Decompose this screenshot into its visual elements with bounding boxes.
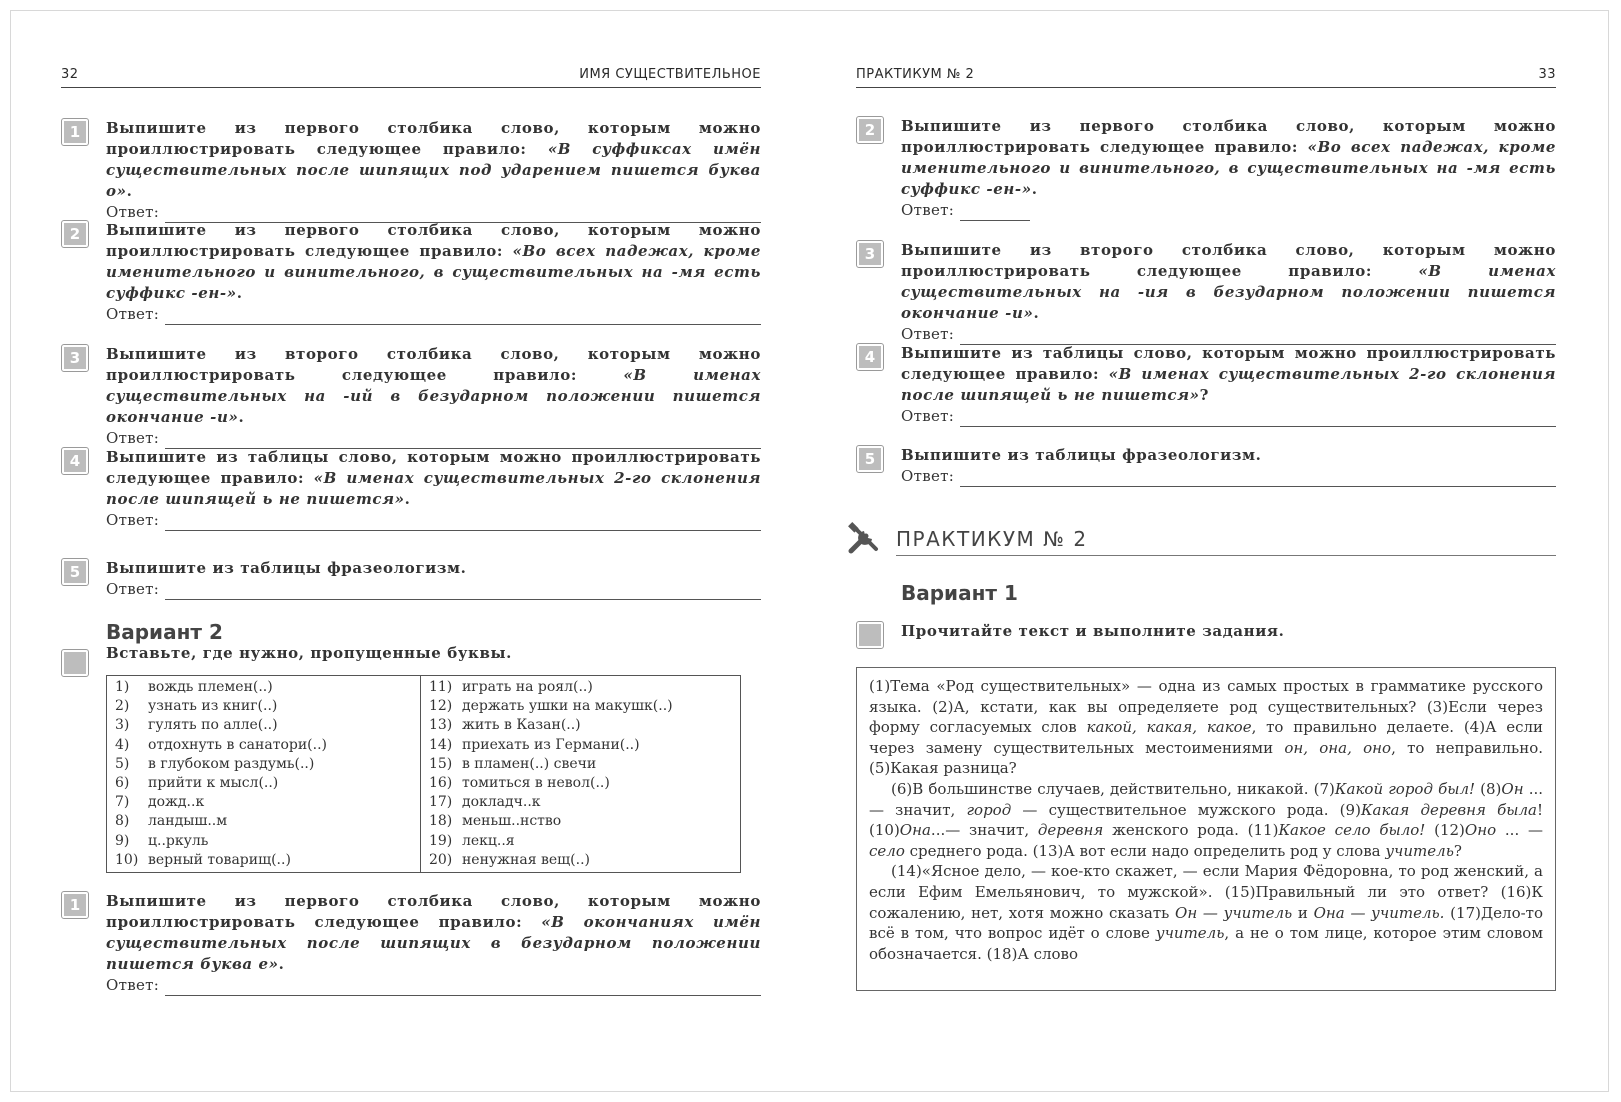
text-segment: ...— значит, [930, 821, 1038, 840]
text-segment: Он — учитель [1175, 903, 1293, 922]
task-text: Выпишите из таблицы слово, которым можно проиллюстрировать следующее правило: «В именах существительных 2-го склонения после шипящей ь не пишется». Ответ: [106, 448, 761, 529]
table-row: 6) прийти к мысл(..) [115, 775, 279, 792]
text-segment: — существительное мужского рода. (9) [1011, 800, 1361, 819]
answer-field[interactable]: Ответ: [106, 975, 761, 996]
task-number-badge: 4 [856, 343, 884, 371]
text-segment: (8) [1475, 779, 1502, 798]
text-segment: ? [1453, 841, 1462, 860]
left-page [61, 11, 761, 1091]
answer-field[interactable]: Ответ: [901, 406, 1556, 427]
answer-field[interactable]: Ответ: [901, 200, 1556, 221]
task-number-badge: 3 [856, 240, 884, 268]
answer-field[interactable]: Ответ: [901, 466, 1556, 487]
answer-field[interactable]: Ответ: [901, 324, 1556, 345]
variant-2-instruction: Вставьте, где нужно, пропущенные буквы. [106, 644, 512, 662]
table-row: 3) гулять по алле(..) [115, 717, 278, 734]
text-paragraph [869, 676, 1543, 779]
task-number-badge: 2 [856, 116, 884, 144]
table-row: 8) ландыш..м [115, 813, 228, 830]
running-head-right [856, 61, 1556, 88]
answer-field[interactable]: Ответ: [106, 202, 761, 223]
text-segment: город [966, 800, 1012, 819]
task-blank-badge [856, 621, 884, 649]
text-paragraph [869, 779, 1543, 861]
text-segment: ! (10) [869, 800, 1543, 840]
tools-icon [846, 521, 882, 557]
table-row: 11) играть на роял(..) [428, 679, 593, 695]
table-row: 18) меньш..нство [428, 813, 562, 830]
table-row: 13) жить в Казан(..) [428, 717, 581, 734]
table-row: 10) верный товарищ(..) [115, 851, 291, 868]
answer-field[interactable]: Ответ: [106, 304, 761, 325]
praktikum-title: ПРАКТИКУМ № 2 [896, 527, 1556, 556]
task-text: Выпишите из первого столбика слово, которым можно проиллюстрировать следующее правило: «В суффиксах имён существительных после шипящих под ударением пишется буква о». Ответ: [106, 119, 761, 221]
text-segment: (17)Дело-то всё в том, что вопрос идёт о слове [869, 903, 1543, 943]
table-row: 17) докладч..к [428, 794, 541, 811]
table-row: 2) узнать из книг(..) [115, 698, 278, 715]
text-segment: Какая деревня была [1360, 800, 1537, 819]
task-number-badge: 1 [61, 118, 89, 146]
table-row: 5) в глубоком раздумь(..) [115, 755, 315, 772]
text-segment: ... — значит, [869, 779, 1543, 819]
task-text: Выпишите из первого столбика слово, которым можно проиллюстрировать следующее правило: «Во всех падежах, кроме именительного и винительного, в существительных на -мя есть суффикс -ен-». Ответ: [901, 117, 1556, 219]
text-segment: он, она, оно [1284, 738, 1392, 757]
answer-field[interactable]: Ответ: [106, 510, 761, 531]
table-row: 7) дожд..к [115, 794, 205, 811]
answer-field[interactable]: Ответ: [106, 579, 761, 600]
task-number-badge: 1 [61, 891, 89, 919]
table-row: 12) держать ушки на макушк(..) [428, 698, 673, 715]
table-row: 9) ц..ркуль [115, 832, 209, 849]
task-number-badge: 5 [856, 445, 884, 473]
praktikum-heading [856, 527, 1556, 557]
table-row: 16) томиться в невол(..) [428, 775, 610, 792]
table-row: 4) отдохнуть в санатори(..) [115, 736, 327, 753]
text-segment: учитель [1155, 924, 1225, 943]
task-text: Выпишите из второго столбика слово, которым можно проиллюстрировать следующее правило: «В именах существительных на -ия в безударном положении пишется окончание -и». Ответ: [901, 241, 1557, 343]
word-table-column-1 [107, 676, 421, 873]
running-title-right: ПРАКТИКУМ № 2 [856, 67, 975, 82]
table-row: 14) приехать из Германи(..) [428, 736, 640, 753]
task-number-badge: 4 [61, 447, 89, 475]
task-text: Выпишите из таблицы слово, которым можно проиллюстрировать следующее правило: «В именах существительных 2-го склонения после шипящей ь не пишется»? Ответ: [901, 344, 1556, 425]
task-text: Выпишите из таблицы фразеологизм. Ответ: [901, 445, 1556, 487]
text-segment: , то правильно делаете. (4)А если через замену существительных местоимениями [869, 718, 1544, 757]
right-page [856, 11, 1556, 1091]
word-table-column-2 [420, 676, 740, 873]
text-segment: и [1292, 903, 1314, 922]
task-number-badge: 5 [61, 558, 89, 586]
text-segment: село [869, 841, 905, 860]
task-number-badge: 3 [61, 344, 89, 372]
text-paragraph [869, 861, 1543, 964]
task-text: Выпишите из второго столбика слово, которым можно проиллюстрировать следующее правило: «В именах существительных на -ий в безударном положении пишется окончание -и». Ответ: [106, 345, 762, 447]
text-segment: ... — [1496, 821, 1544, 840]
task-blank-badge [61, 649, 89, 677]
text-segment: , то неправильно. (5)Какая разница? [869, 738, 1543, 778]
text-segment: Оно [1464, 821, 1497, 840]
reading-text-box [856, 667, 1556, 991]
text-segment: Какое село было! [1278, 821, 1426, 840]
word-table [106, 675, 741, 873]
text-segment: , а не о том лице, которое этим словом обозначается. (18)А слово [869, 924, 1543, 963]
task-text: Выпишите из первого столбика слово, которым можно проиллюстрировать следующее правило: «Во всех падежах, кроме именительного и винительного, в существительных на -мя есть суффикс -ен-». Ответ: [106, 221, 761, 323]
text-segment: (12) [1425, 821, 1465, 840]
table-row: 20) ненужная вещ(..) [428, 851, 590, 868]
text-segment: (6)В большинстве случаев, действительно, никакой. (7) [891, 779, 1335, 798]
page-number-left: 32 [61, 67, 79, 82]
text-segment: (14)«Ясное дело, — кое-кто скажет, — если Мария Фёдоровна, то род женский, а если Ефим Емельянович, то мужской». (15)Правильный ли это ответ? (16)К сожалению, нет, хотя можно сказать [869, 862, 1543, 922]
answer-field[interactable]: Ответ: [106, 428, 761, 449]
task-text: Выпишите из таблицы фразеологизм. Ответ: [106, 558, 761, 600]
task-text: Выпишите из первого столбика слово, которым можно проиллюстрировать следующее правило: «В окончаниях имён существительных после шипящих в безударном положении пишется буква е». Ответ: [106, 892, 761, 994]
text-segment: деревня [1037, 821, 1104, 840]
text-segment: (1)Тема «Род существительных» — одна из самых простых в грамматике русского языка. (2)А, кстати, как вы определяете род существительных? (3)Если через форму согласуемых слов [869, 677, 1543, 737]
table-row: 15) в пламен(..) свечи [428, 755, 597, 772]
book-spread [10, 10, 1609, 1092]
table-row: 1) вождь племен(..) [115, 679, 273, 695]
task-number-badge: 2 [61, 220, 89, 248]
text-segment: Она — учитель. [1313, 903, 1445, 922]
text-segment: учитель [1385, 841, 1454, 860]
running-title-left: ИМЯ СУЩЕСТВИТЕЛЬНОЕ [579, 67, 761, 82]
text-segment: среднего рода. (13)А вот если надо определить род у слова [904, 841, 1386, 860]
read-instruction: Прочитайте текст и выполните задания. [901, 622, 1285, 640]
text-segment: Какой город был! [1334, 779, 1476, 798]
running-head-left [61, 61, 761, 88]
variant-2-title: Вариант 2 [106, 620, 223, 644]
text-segment: какой, какая, какое [1086, 718, 1252, 737]
variant-1-title: Вариант 1 [901, 581, 1018, 605]
page-number-right: 33 [1538, 67, 1556, 82]
table-row: 19) лекц..я [428, 832, 515, 849]
text-segment: женского рода. (11) [1103, 821, 1279, 840]
text-segment: Она [899, 821, 931, 840]
text-segment: Он [1501, 779, 1524, 798]
